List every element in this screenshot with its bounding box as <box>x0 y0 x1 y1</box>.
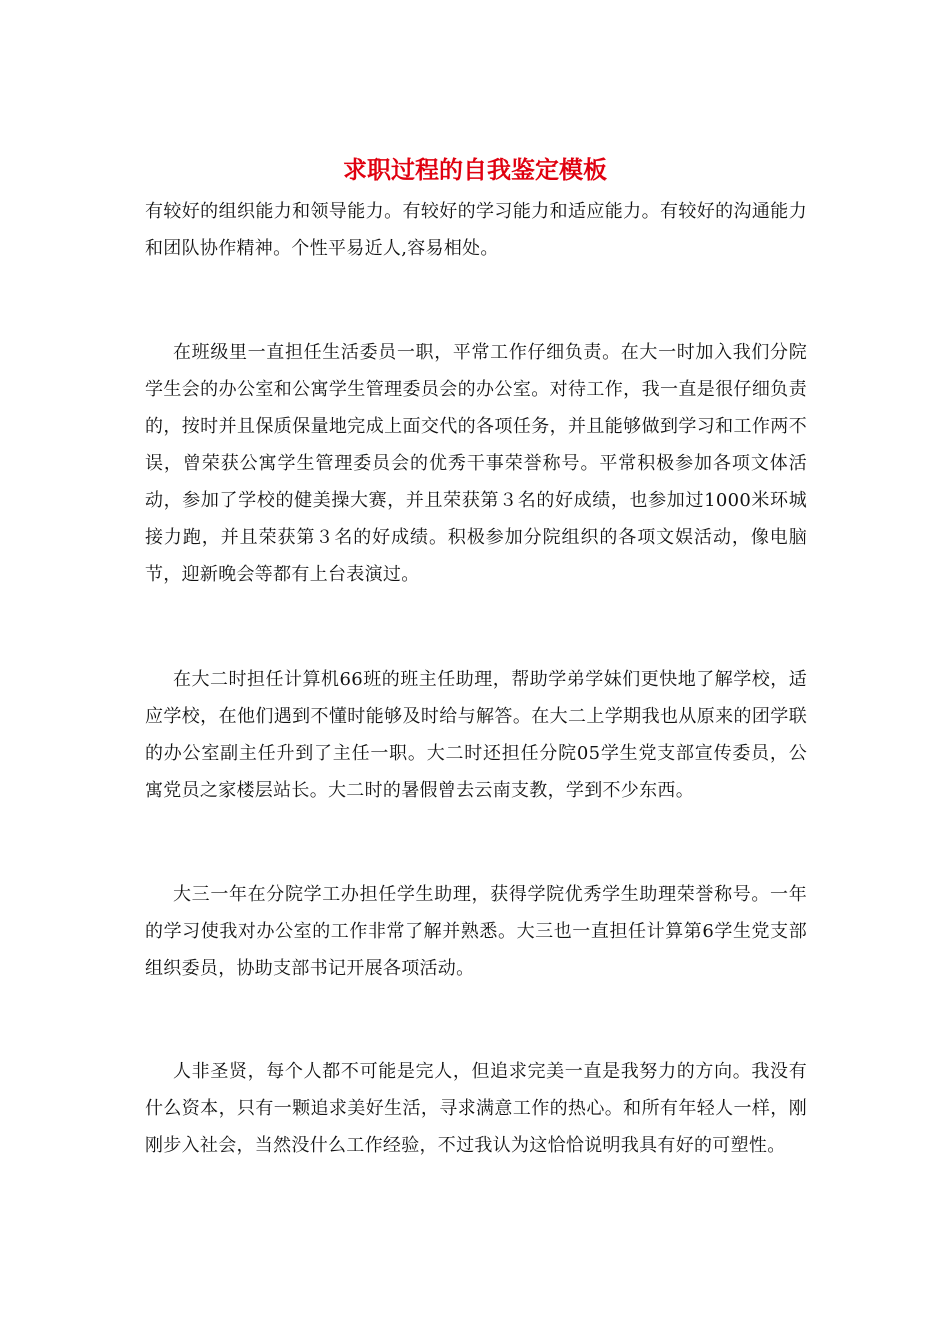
document-title: 求职过程的自我鉴定模板 <box>343 156 607 184</box>
paragraph-junior-work: 大三一年在分院学工办担任学生助理，获得学院优秀学生助理荣誉称号。一年的学习使我对办公室的工作非常了解并熟悉。大三也一直担任计算第6学生党支部组织委员，协助支部书记开展各项活动。 <box>145 884 807 979</box>
paragraph-freshman-work: 在班级里一直担任生活委员一职，平常工作仔细负责。在大一时加入我们分院学生会的办公室和公寓学生管理委员会的办公室。对待工作，我一直是很仔细负责的，按时并且保质保量地完成上面交代的各项任务，并且能够做到学习和工作两不误，曾荣获公寓学生管理委员会的优秀干事荣誉称号。平常积极参加各项文体活动，参加了学校的健美操大赛，并且荣获第３名的好成绩，也参加过1000米环城接力跑，并且荣获第３名的好成绩。积极参加分院组织的各项文娱活动，像电脑节，迎新晚会等都有上台表演过。 <box>145 342 807 585</box>
paragraph-strengths: 有较好的组织能力和领导能力。有较好的学习能力和适应能力。有较好的沟通能力和团队协作精神。个性平易近人,容易相处。 <box>145 201 807 259</box>
paragraph-sophomore-work: 在大二时担任计算机66班的班主任助理，帮助学弟学妹们更快地了解学校，适应学校，在他们遇到不懂时能够及时给与解答。在大二上学期我也从原来的团学联的办公室副主任升到了主任一职。大二时还担任分院05学生党支部宣传委员，公寓党员之家楼层站长。大二时的暑假曾去云南支教，学到不少东西。 <box>145 669 807 801</box>
paragraph-conclusion: 人非圣贤，每个人都不可能是完人，但追求完美一直是我努力的方向。我没有什么资本，只有一颗追求美好生活，寻求满意工作的热心。和所有年轻人一样，刚刚步入社会，当然没什么工作经验，不过我认为这恰恰说明我具有好的可塑性。 <box>145 1061 807 1156</box>
